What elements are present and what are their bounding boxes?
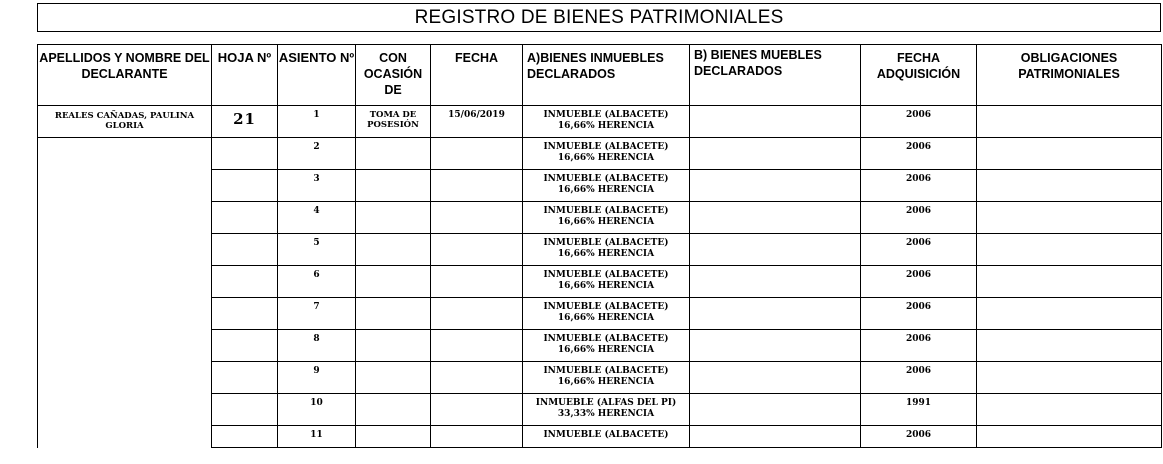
header-fecha: FECHA [431, 45, 523, 106]
cell-obligaciones [977, 330, 1162, 362]
cell-bienes-inmuebles [523, 426, 690, 448]
document-title-text: REGISTRO DE BIENES PATRIMONIALES [414, 6, 784, 28]
cell-hoja-empty [212, 298, 278, 330]
cell-hoja-empty [212, 202, 278, 234]
header-ocasion: CON OCASIÓN DE [356, 45, 431, 106]
inmueble-share: 16,66% HERENCIA [557, 345, 655, 355]
header-bienes-muebles: B) BIENES MUEBLES DECLARADOS [690, 45, 861, 106]
cell-asiento: 8 [278, 330, 356, 362]
cell-hoja-empty [212, 234, 278, 266]
cell-hoja: 21 [212, 106, 278, 138]
inmueble-share: 33,33% HERENCIA [557, 409, 655, 419]
cell-bienes-inmuebles [523, 202, 690, 234]
cell-obligaciones [977, 106, 1162, 138]
table-row [38, 170, 1162, 202]
inmueble-description: INMUEBLE (ALBACETE) [543, 366, 669, 376]
cell-fecha-adquisicion: 2006 [861, 202, 977, 234]
table-row [38, 330, 1162, 362]
cell-asiento: 9 [278, 362, 356, 394]
cell-declarante-empty [38, 138, 212, 170]
cell-bienes-inmuebles [523, 106, 690, 138]
cell-fecha-adquisicion: 2006 [861, 234, 977, 266]
cell-hoja-empty [212, 426, 278, 448]
cell-fecha-adquisicion: 2006 [861, 362, 977, 394]
cell-asiento: 5 [278, 234, 356, 266]
header-asiento: ASIENTO Nº [278, 45, 356, 106]
cell-bienes-inmuebles [523, 298, 690, 330]
inmueble-description: INMUEBLE (ALBACETE) [543, 302, 669, 312]
cell-ocasion-empty [356, 394, 431, 426]
table-row [38, 298, 1162, 330]
cell-obligaciones [977, 426, 1162, 448]
cell-fecha-empty [431, 170, 523, 202]
cell-bienes-inmuebles [523, 170, 690, 202]
cell-bienes-inmuebles [523, 266, 690, 298]
cell-bienes-muebles [690, 266, 861, 298]
cell-bienes-muebles [690, 234, 861, 266]
cell-ocasion-empty [356, 298, 431, 330]
cell-bienes-muebles [690, 298, 861, 330]
cell-ocasion-empty [356, 170, 431, 202]
inmueble-share: 16,66% HERENCIA [557, 217, 655, 227]
cell-fecha-adquisicion: 2006 [861, 266, 977, 298]
cell-bienes-muebles [690, 394, 861, 426]
table-row [38, 394, 1162, 426]
cell-fecha-adquisicion: 2006 [861, 106, 977, 138]
table-header-row [38, 45, 1162, 106]
cell-fecha-empty [431, 202, 523, 234]
table-row [38, 426, 1162, 448]
cell-asiento: 4 [278, 202, 356, 234]
cell-fecha-adquisicion: 2006 [861, 298, 977, 330]
cell-bienes-muebles [690, 138, 861, 170]
cell-declarante-empty [38, 394, 212, 426]
cell-obligaciones [977, 394, 1162, 426]
cell-asiento: 3 [278, 170, 356, 202]
cell-bienes-inmuebles [523, 234, 690, 266]
cell-asiento: 10 [278, 394, 356, 426]
inmueble-description: INMUEBLE (ALBACETE) [543, 430, 669, 440]
cell-fecha-empty [431, 298, 523, 330]
cell-ocasion-empty [356, 202, 431, 234]
table-row [38, 138, 1162, 170]
header-hoja: HOJA Nº [212, 45, 278, 106]
cell-declarante-empty [38, 170, 212, 202]
cell-declarante-empty [38, 298, 212, 330]
cell-ocasion-empty [356, 362, 431, 394]
inmueble-description: INMUEBLE (ALBACETE) [543, 334, 669, 344]
inmueble-share: 16,66% HERENCIA [557, 313, 655, 323]
cell-hoja-empty [212, 394, 278, 426]
cell-obligaciones [977, 170, 1162, 202]
cell-hoja-empty [212, 170, 278, 202]
inmueble-share: 16,66% HERENCIA [557, 153, 655, 163]
cell-declarante-empty [38, 426, 212, 448]
cell-obligaciones [977, 266, 1162, 298]
cell-fecha-empty [431, 234, 523, 266]
table-row [38, 202, 1162, 234]
cell-fecha-empty [431, 362, 523, 394]
cell-bienes-inmuebles [523, 330, 690, 362]
inmueble-description: INMUEBLE (ALBACETE) [543, 110, 669, 120]
cell-ocasion-empty [356, 266, 431, 298]
cell-ocasion-empty [356, 330, 431, 362]
cell-obligaciones [977, 298, 1162, 330]
header-fecha-adquisicion: FECHA ADQUISICIÓN [861, 45, 977, 106]
cell-fecha-empty [431, 266, 523, 298]
cell-bienes-inmuebles [523, 394, 690, 426]
cell-fecha-empty [431, 138, 523, 170]
cell-fecha-empty [431, 330, 523, 362]
cell-hoja-empty [212, 330, 278, 362]
table-row [38, 234, 1162, 266]
inmueble-description: INMUEBLE (ALBACETE) [543, 142, 669, 152]
cell-fecha: 15/06/2019 [431, 106, 523, 138]
cell-fecha-adquisicion: 2006 [861, 330, 977, 362]
cell-fecha-adquisicion: 2006 [861, 426, 977, 448]
page-cut-edge [0, 458, 1163, 464]
cell-fecha-adquisicion: 2006 [861, 138, 977, 170]
cell-asiento: 11 [278, 426, 356, 448]
cell-asiento: 1 [278, 106, 356, 138]
inmueble-share: 16,66% HERENCIA [557, 281, 655, 291]
cell-fecha-adquisicion: 1991 [861, 394, 977, 426]
inmueble-share: 16,66% HERENCIA [557, 377, 655, 387]
cell-hoja-empty [212, 362, 278, 394]
inmueble-description: INMUEBLE (ALBACETE) [543, 206, 669, 216]
cell-obligaciones [977, 234, 1162, 266]
cell-obligaciones [977, 202, 1162, 234]
cell-hoja-empty [212, 138, 278, 170]
inmueble-description: INMUEBLE (ALBACETE) [543, 238, 669, 248]
cell-declarante-empty [38, 362, 212, 394]
cell-declarante-empty [38, 234, 212, 266]
cell-bienes-muebles [690, 106, 861, 138]
cell-asiento: 2 [278, 138, 356, 170]
cell-bienes-muebles [690, 170, 861, 202]
cell-ocasion: TOMA DE POSESIÓN [356, 106, 431, 138]
cell-asiento: 6 [278, 266, 356, 298]
header-declarante: APELLIDOS Y NOMBRE DEL DECLARANTE [38, 45, 212, 106]
cell-bienes-muebles [690, 330, 861, 362]
cell-obligaciones [977, 362, 1162, 394]
inmueble-share: 16,66% HERENCIA [557, 121, 655, 131]
cell-ocasion-empty [356, 234, 431, 266]
cell-fecha-empty [431, 394, 523, 426]
table-body [38, 106, 1162, 448]
table-row [38, 106, 1162, 138]
cell-bienes-muebles [690, 362, 861, 394]
cell-fecha-adquisicion: 2006 [861, 170, 977, 202]
cell-obligaciones [977, 138, 1162, 170]
inmueble-share: 16,66% HERENCIA [557, 249, 655, 259]
cell-bienes-inmuebles [523, 138, 690, 170]
cell-declarante-empty [38, 266, 212, 298]
header-obligaciones: OBLIGACIONES PATRIMONIALES [977, 45, 1162, 106]
cell-asiento: 7 [278, 298, 356, 330]
cell-declarante-empty [38, 330, 212, 362]
inmueble-description: INMUEBLE (ALFAS DEL PI) [535, 398, 677, 408]
inmueble-share: 16,66% HERENCIA [557, 185, 655, 195]
assets-registry-table [37, 44, 1162, 448]
cell-declarante: REALES CAÑADAS, PAULINA GLORIA [38, 106, 212, 138]
cell-bienes-muebles [690, 426, 861, 448]
table-row [38, 266, 1162, 298]
cell-declarante-empty [38, 202, 212, 234]
cell-bienes-inmuebles [523, 362, 690, 394]
header-bienes-inmuebles: A)BIENES INMUEBLES DECLARADOS [523, 45, 690, 106]
inmueble-description: INMUEBLE (ALBACETE) [543, 174, 669, 184]
cell-ocasion-empty [356, 426, 431, 448]
cell-hoja-empty [212, 266, 278, 298]
cell-fecha-empty [431, 426, 523, 448]
table-row [38, 362, 1162, 394]
cell-ocasion-empty [356, 138, 431, 170]
cell-bienes-muebles [690, 202, 861, 234]
document-title [37, 3, 1161, 32]
inmueble-description: INMUEBLE (ALBACETE) [543, 270, 669, 280]
